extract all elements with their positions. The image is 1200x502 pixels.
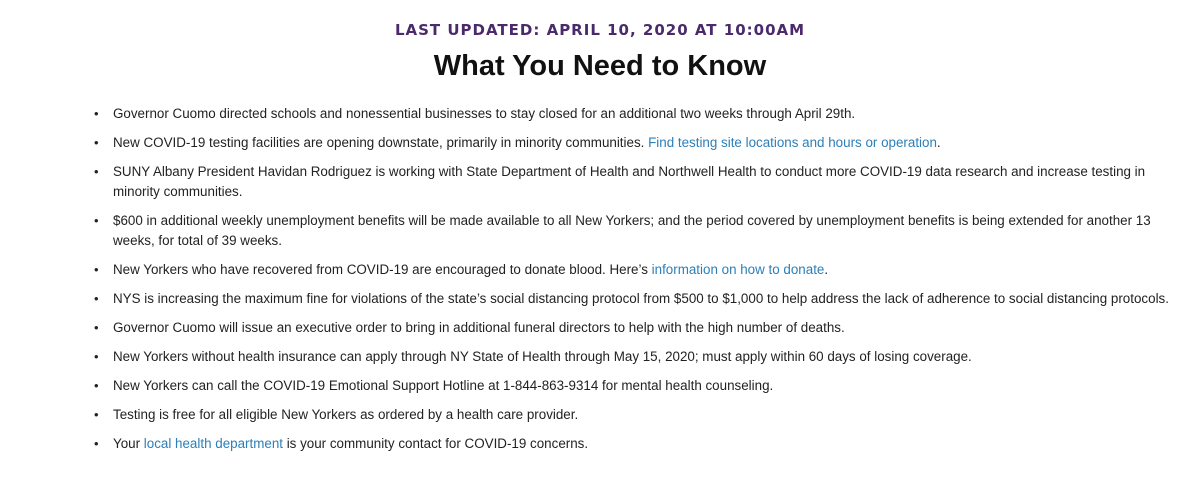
list-item-text: Governor Cuomo directed schools and nonessential businesses to stay closed for an additional two weeks through April 29th. [113,106,856,121]
bullet-icon: • [94,262,99,277]
list-item [94,104,1174,124]
list-item-text: Testing is free for all eligible New Yorkers as ordered by a health care provider. [113,407,579,422]
bullet-icon: • [94,213,99,228]
list-item [94,133,1174,153]
bullet-icon: • [94,135,99,150]
bullet-icon: • [94,164,99,179]
bullet-icon: • [94,407,99,422]
list-item-text: New Yorkers without health insurance can apply through NY State of Health through May 15, 2020; must apply within 60 days of losing coverage. [113,349,972,364]
list-item-text: New Yorkers can call the COVID-19 Emotional Support Hotline at 1-844-863-9314 for mental health counseling. [113,378,774,393]
list-item [94,260,1174,280]
list-item [94,289,1174,309]
list-item-text-end: is your community contact for COVID-19 concerns. [282,436,589,451]
local-health-department-link[interactable]: local health department [143,436,283,451]
list-item-text: Your [113,436,144,451]
list-item-text: New COVID-19 testing facilities are opening downstate, primarily in minority communities. [113,135,649,150]
bullet-icon: • [94,349,99,364]
list-item-text: NYS is increasing the maximum fine for violations of the state’s social distancing protocol from $500 to $1,000 to help address the lack of adherence to social distancing protocols. [113,291,1169,306]
list-item [94,434,1174,454]
bullet-icon: • [94,106,99,121]
list-item [94,376,1174,396]
list-item-text: Governor Cuomo will issue an executive order to bring in additional funeral directors to help with the high number of deaths. [113,320,845,335]
list-item [94,211,1174,251]
list-item-text: SUNY Albany President Havidan Rodriguez is working with State Department of Health and Northwell Health to conduct more COVID-19 data research and increase testing in minority communities. [113,164,1146,199]
testing-sites-link[interactable]: Find testing site locations and hours or operation [648,135,937,150]
list-item [94,405,1174,425]
list-item-text: New Yorkers who have recovered from COVID-19 are encouraged to donate blood. Here’s [113,262,652,277]
list-item [94,318,1174,338]
bullet-icon: • [94,291,99,306]
page-title: What You Need to Know [433,50,767,82]
list-item-text: $600 in additional weekly unemployment benefits will be made available to all New Yorkers; and the period covered by unemployment benefits is being extended for another 13 weeks, for total of 39 weeks. [113,213,1151,248]
bullet-icon: • [94,320,99,335]
donate-blood-link[interactable]: information on how to donate [651,262,825,277]
bullet-icon: • [94,378,99,393]
last-updated-label: LAST UPDATED: APRIL 10, 2020 AT 10:00AM [394,21,806,39]
list-item-text-end: . [936,135,941,150]
list-item-text-end: . [824,262,829,277]
list-item [94,347,1174,367]
list-item [94,162,1174,202]
bullet-icon: • [94,436,99,451]
key-points-list [94,104,1174,463]
